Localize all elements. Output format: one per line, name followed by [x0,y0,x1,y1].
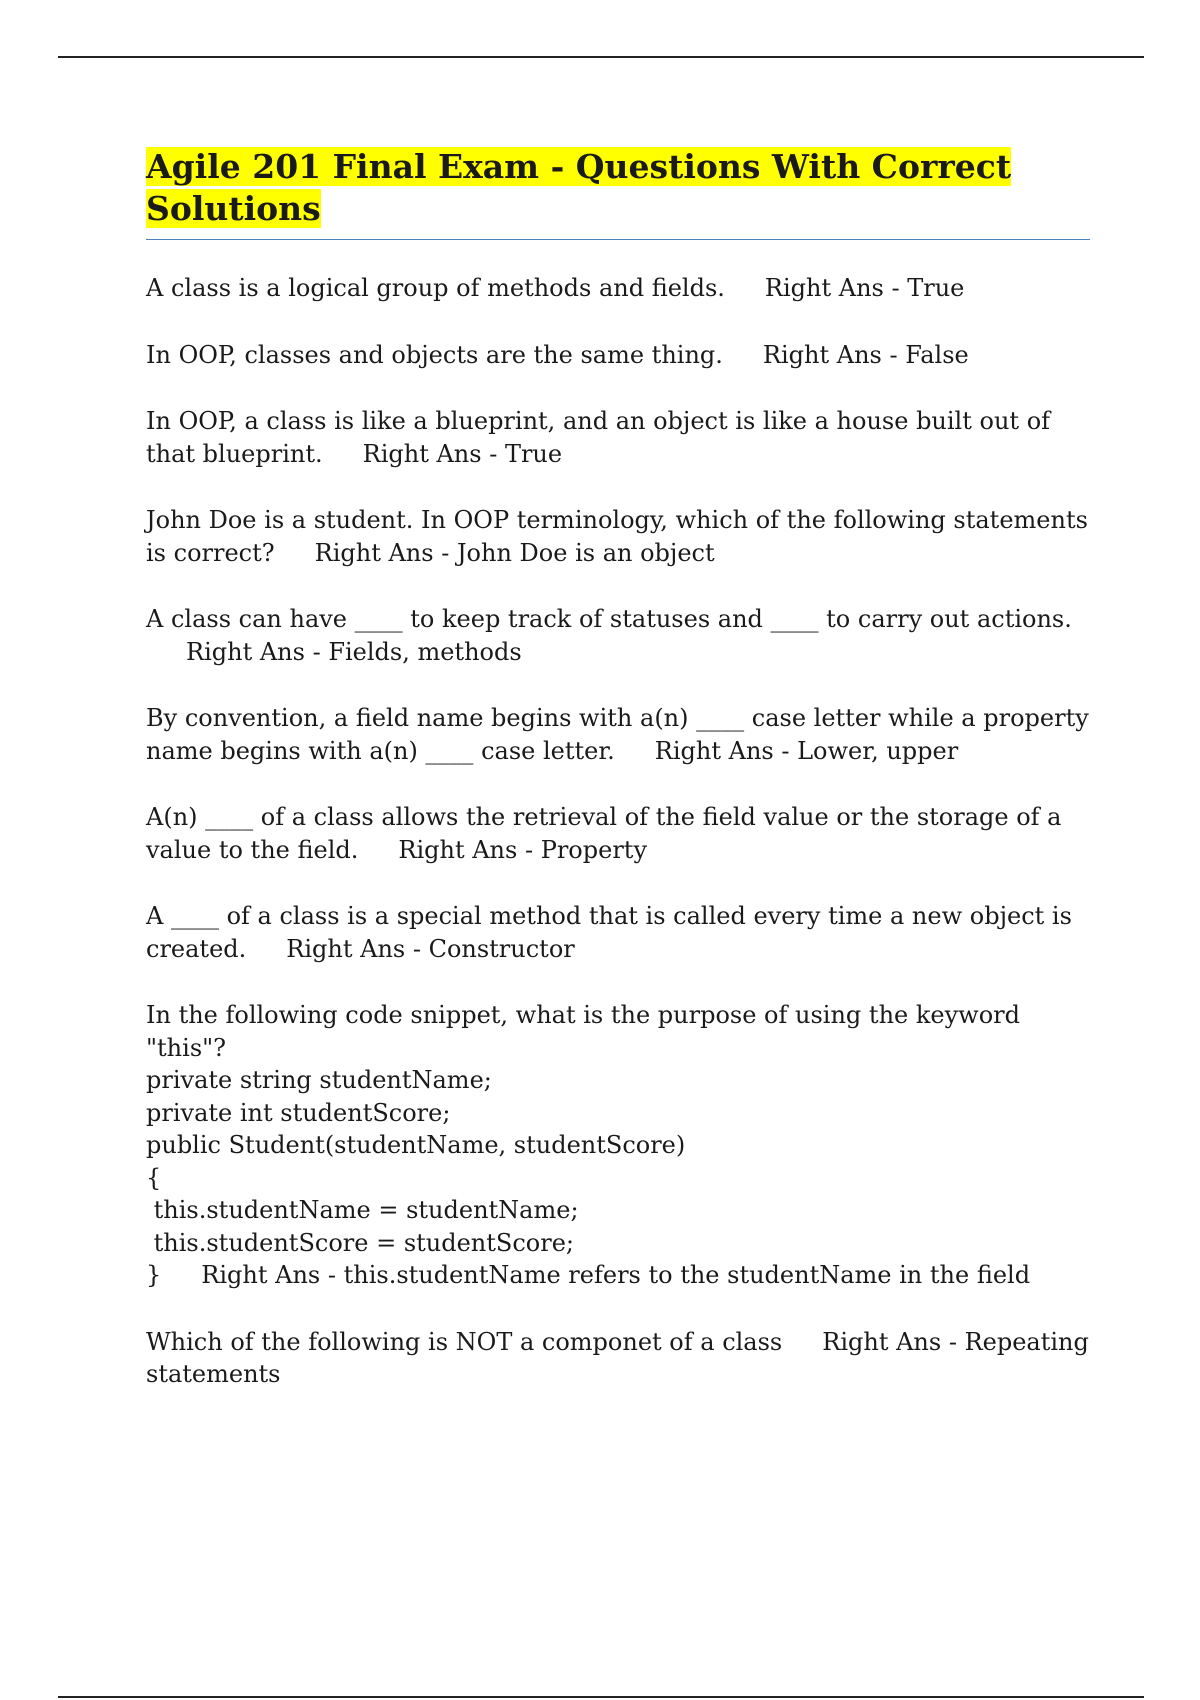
document-title-highlight: Agile 201 Final Exam - Questions With Correct Solutions [146,147,1012,228]
question-text: A ____ of a class is a special method that is called every time a new object is created. [146,902,1080,963]
answer-text: Right Ans - John Doe is an object [314,538,715,567]
question-item [146,900,1090,965]
question-item [146,405,1090,470]
question-item [146,702,1097,767]
question-item [146,339,1090,372]
page-bottom-rule [58,1696,1144,1698]
answer-text: Right Ans - False [762,340,969,369]
title-underline [146,239,1090,240]
answer-text: Right Ans - Constructor [286,934,575,963]
question-item [146,272,1090,305]
question-text: In OOP, a class is like a blueprint, and an object is like a house built out of that blueprint. [146,407,1058,468]
answer-text: Right Ans - Fields, methods [186,637,522,666]
question-item [146,504,1096,569]
question-item [146,1326,1097,1391]
document-title [146,146,1090,230]
question-text: Which of the following is NOT a componet of a class [146,1327,783,1356]
page-top-rule [58,56,1144,58]
answer-text: Right Ans - Lower, upper [654,736,959,765]
question-item [146,801,1090,866]
question-text: John Doe is a student. In OOP terminology, which of the following statements is correct? [146,506,1096,567]
answer-text: Right Ans - Repeating statements [146,1327,1097,1388]
document-body [146,146,1097,1425]
answer-text: Right Ans - True [362,439,563,468]
question-list [146,272,1097,1391]
question-text: A class is a logical group of methods and fields. [146,274,725,302]
answer-text: Right Ans - this.studentName refers to the studentName in the field [201,1261,1031,1289]
question-text: In OOP, classes and objects are the same thing. [146,340,723,369]
question-text: In the following code snippet, what is the purpose of using the keyword "this"? private string studentName; private int studentScore; public Student(studentName, studentScore) { this.studentName = studentName; this.studentScore = studentScore; } [146,1001,1020,1289]
question-item [146,999,1090,1292]
question-text: A(n) ____ of a class allows the retrieval of the field value or the storage of a value to the field. [146,803,1070,864]
question-text: By convention, a field name begins with a(n) ____ case letter while a property name begins with a(n) ____ case letter. [146,704,1097,765]
answer-text: Right Ans - Property [398,835,647,864]
question-item [146,603,1090,668]
answer-text: Right Ans - True [764,274,965,302]
question-text: A class can have ____ to keep track of statuses and ____ to carry out actions. [146,605,1072,633]
